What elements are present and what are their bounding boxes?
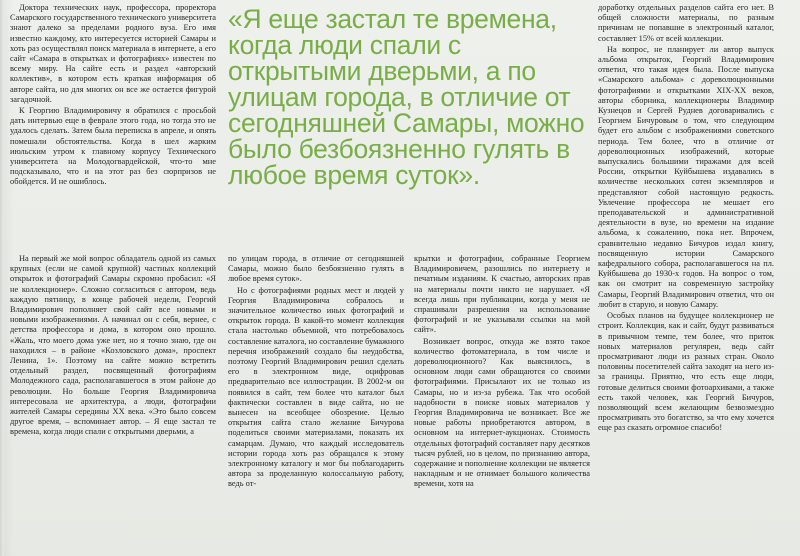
- body-paragraph: крытки и фотографии, собранные Георгием Владимировичем, разошлись по интернету и печатным изданиям. К счастью, авторских прав на материалы почти никто не нарушает. «Я всегда лишь при публикации, когда у меня не спрашивали разрешения на использование фотографий и не указывали ссылки на мой сайт».: [414, 254, 590, 335]
- body-paragraph: На первый же мой вопрос обладатель одной из самых крупных (если не самой крупной) частных коллекций открыток и фотографий Самары скромно пробасил: «Я не коллекционер». Сложно согласиться с автором, ведь каждую пятницу, в конце рабочей недели, Георгий Владимирович пополняет свой сайт все новыми и новыми изображениями. А начинал он с себя, вернее, с детства профессора и дома, в котором оно прошло. «Жаль, что моего дома уже нет, но я точно знаю, где он находился – в районе «Козловского дома», проспект Ленина, 1». Поэтому на сайте можно встретить отдельный раздел, посвященный фотографиям Молодежного сада, располагавшегося в этом районе до революции. Но больше Георгия Владимировича интересовала не архитектура, а люди, фотографии жителей Самары середины XX века. «Это было совсем другое время, – вспоминает автор. – Я еще застал те времена, когда люди спали с открытыми дверьми, а: [10, 254, 216, 437]
- body-paragraph: На вопрос, не планирует ли автор выпуск альбома открыток, Георгий Владимирович ответил, что такая идея была. После выпуска «Самарского альбома» с дореволюционными фотографиями и открытками XIX-XX веков, авторы сборника, коллекционеры Владимир Кузнецов и Сергей Руднев договаривались с Георгием Бичуровым о том, что следующим будет его альбом с изображениями советского периода. Тем более, что в отличие от дореволюционных изображений, которые выпускались большими тиражами для всей России, открытки Куйбышева издавались в количестве нескольких сотен экземпляров и представляют собой настоящую редкость. Увлечение профессора не мешает его преподавательской и административной деятельности в вузе, но времени на издание альбома, к сожалению, пока нет. Впрочем, сравнительно недавно Бичуров издал книгу, посвященную истории Самарского кафедрального собора, располагавшегося на пл. Куйбышева до 1930-х годов. На вопрос о том, как он смотрит на современную застройку Самары, Георгий Владимирович ответил, что он любит в старую, и новую Самару.: [598, 44, 774, 309]
- body-column-1: [10, 254, 216, 550]
- intro-paragraph: К Георгию Владимировичу я обратился с просьбой дать интервью еще в феврале этого года, но тогда это не удалось сделать. Затем была переписка в апреле, и опять помешали обстоятельства. Когда в шел жарким июльским утром к главному корпусу Технического университета на Молодогвардейской, что-то мне подсказывало, что и на этот раз без сюрпризов не обойдется. И не ошиблось.: [10, 106, 216, 187]
- intro-paragraph: Доктора технических наук, профессора, проректора Самарского государственного технического университета знают далеко за пределами родного вуза. Его имя известно каждому, кто интересуется историей Самары и хоть раз осуществлял поиск материала в интернете, а его сайт «Самара в открытках и фотографиях» известен по всему миру. На сайте есть и раздел «авторский коллектив», в котором есть краткая информация об авторе сайта, но для многих он все же остается фигурой загадочной.: [10, 3, 216, 104]
- body-paragraph: доработку отдельных разделов сайта его нет. В общей сложности материалы, по разным причинам не попавшие в электронный каталог, составляет 15% от всей коллекции.: [598, 3, 774, 43]
- pull-quote: «Я еще застал те времена, когда люди спали с открытыми дверьми, а по улицам города, в отличие от сегодняшней Самары, можно было безбоязненно гулять в любое время суток».: [228, 4, 585, 190]
- body-column-4: [598, 3, 774, 550]
- body-column-3: [414, 254, 590, 550]
- body-paragraph: по улицам города, в отличие от сегодняшней Самары, можно было безбоязненно гулять в любое время суток».: [228, 254, 404, 284]
- body-paragraph: Возникает вопрос, откуда же взято такое количество фотоматериала, в том числе и дореволюционного? Как выяснилось, в основном люди сами обращаются со своими фотографиями. Присылают их не только из Самары, но и из-за рубежа. Так что особой надобности в поиске новых материалов у Георгия Владимировича не возникает. Все же новые работы приобретаются автором, в основном на интернет-аукционах. Стоимость отдельных фотографий составляет пару десятков тысяч рублей, но в целом, по признанию автора, содержание и пополнение коллекции не является накладным и не отнимает большого количества времени, хотя на: [414, 336, 590, 489]
- body-paragraph: Особых планов на будущее коллекционер не строит. Коллекция, как и сайт, будут развиваться в привычном темпе, тем более, что приток новых материалов регулярен, ведь сайт просматривают люди из разных стран. Около половины посетителей сайта заходят на него из-за границы. Приятно, что есть еще люди, готовые делиться своими фотоархивами, а также есть такой человек, как Георгий Бичуров, позволяющий всем желающим безвозмездно просматривать это богатство, за что ему хочется еще раз сказать огромное спасибо!: [598, 311, 774, 433]
- intro-column: [10, 3, 216, 249]
- body-column-2: [228, 254, 404, 550]
- body-paragraph: Но с фотографиями родных мест и людей у Георгия Владимировича собралось и значительное количество иных фотографий и открыток города. В какой-то момент коллекция стала настолько объемной, что потребовалось составление каталога, но составление бумажного перечня изображений создало бы неудобства, поэтому Георгий Владимирович решил сделать его в электронном виде, оцифровав предварительно все иллюстрации. В 2002-м он появился в сайт, тем более что каталог был фактически составлен в виде сайта, но не вынесен на всеобщее обозрение. Целью открытия сайта стало желание Бичурова поделиться своими материалами, показать их самарцам. Думаю, что каждый исследователь истории города хоть раз обращался к этому электронному каталогу и мог бы поблагодарить автора за проделанную колоссальную работу, ведь от-: [228, 285, 404, 489]
- page-fold-shadow: [0, 0, 4, 556]
